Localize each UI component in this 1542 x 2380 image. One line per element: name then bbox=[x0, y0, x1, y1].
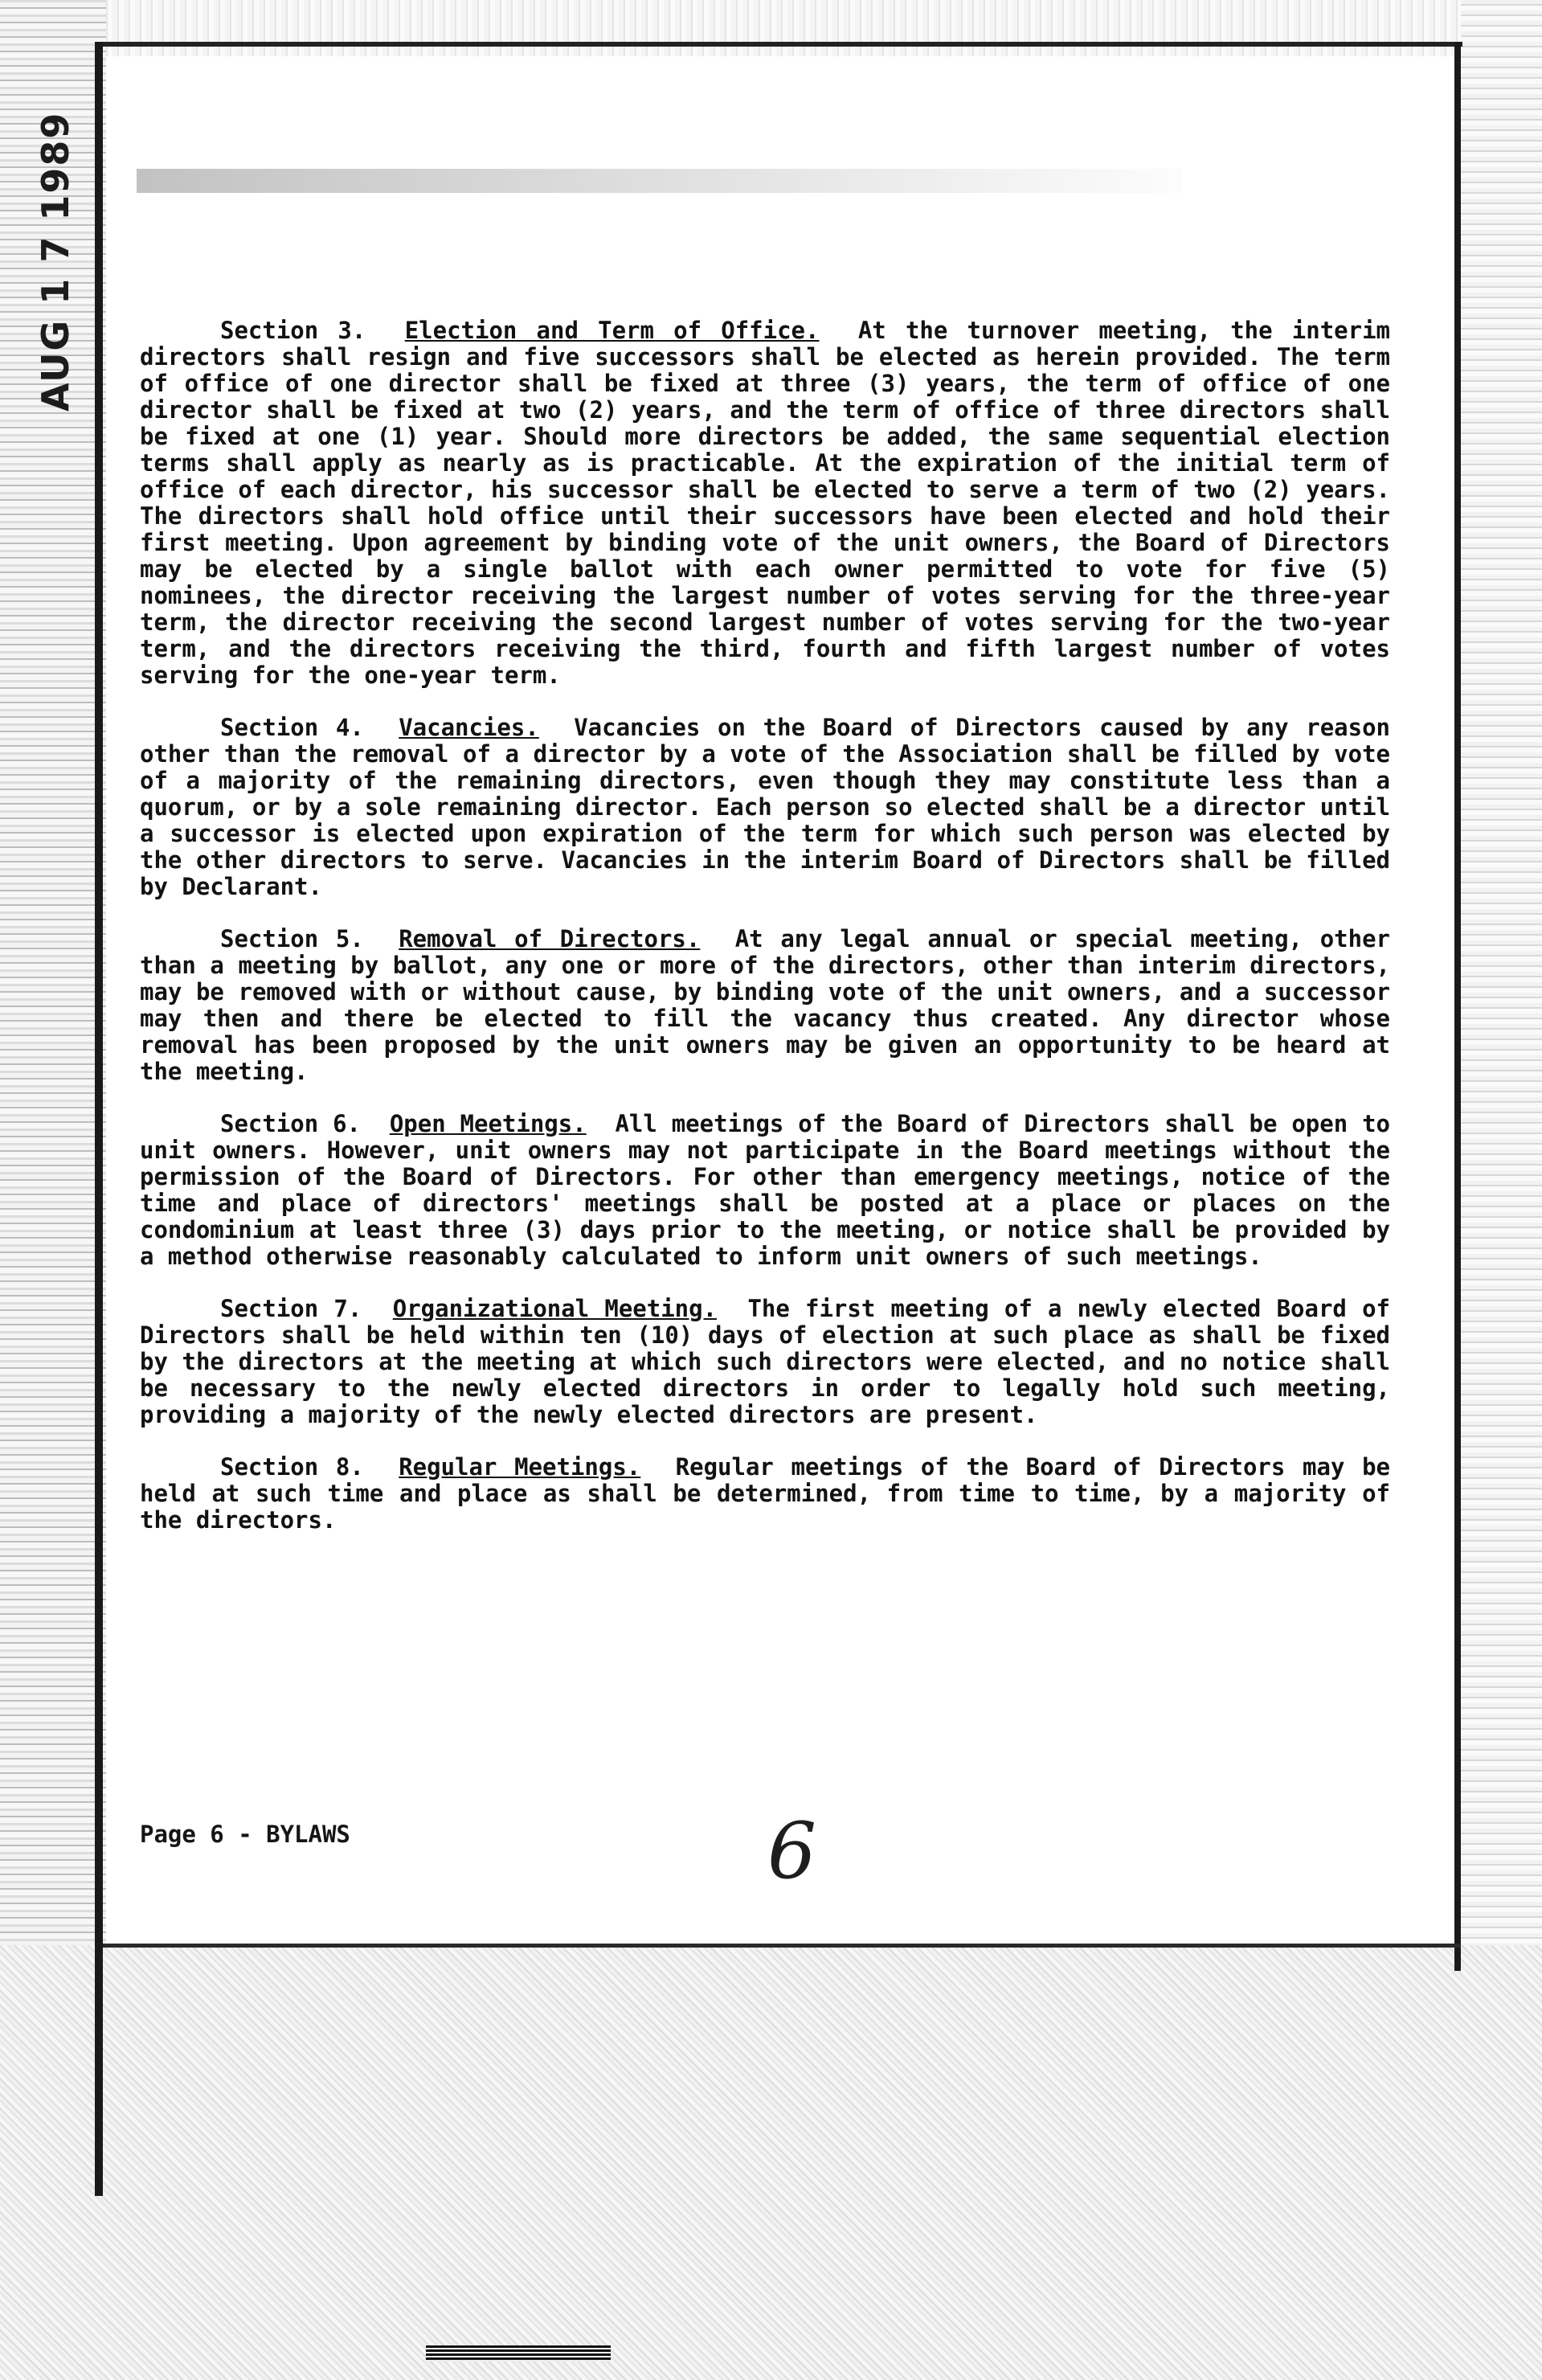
section-body: At any legal annual or special meeting, other than a meeting by ballot, any one or more of the directors, other than interim directors, may be removed with or without cause, by binding vote of the unit owners, and a successor may then and there be elected to fill the vacancy thus created. Any director whose removal has been proposed by the unit owners may be given an opportunity to be heard at the meeting. bbox=[140, 925, 1390, 1085]
page-footer-label: Page 6 - BYLAWS bbox=[140, 1821, 350, 1848]
section-number: Section 5. bbox=[220, 925, 364, 952]
section-body: The first meeting of a newly elected Board of Directors shall be held within ten (10) days of election at such place as shall be fixed by the directors at the meeting at which such directors were elected, and no notice shall be necessary to the newly elected directors in order to legally hold such meeting, providing a majority of the newly elected directors are present. bbox=[140, 1295, 1390, 1428]
scan-border-top bbox=[96, 42, 1462, 47]
section-body: All meetings of the Board of Directors shall be open to unit owners. However, unit owners may not participate in the Board meetings without the permission of the Board of Directors. For other than emergency meetings, notice of the time and place of directors' meetings shall be posted at a place or places on the condominium at least three (3) days prior to the meeting, or notice shall be provided by a method otherwise reasonably calculated to inform unit owners of such meetings. bbox=[140, 1110, 1390, 1270]
scan-bottom-edge bbox=[0, 1945, 1542, 2380]
section-7-paragraph bbox=[140, 1296, 1390, 1428]
section-4-paragraph bbox=[140, 715, 1390, 900]
handwritten-page-number: 6 bbox=[767, 1806, 817, 1896]
section-heading: Election and Term of Office. bbox=[404, 317, 820, 344]
section-5-paragraph bbox=[140, 926, 1390, 1085]
bylaws-page-body bbox=[140, 317, 1390, 1559]
scan-border-right bbox=[1454, 42, 1461, 1971]
section-3-paragraph bbox=[140, 317, 1390, 689]
scan-shadow bbox=[137, 169, 1181, 193]
section-heading: Removal of Directors. bbox=[399, 925, 701, 952]
section-number: Section 3. bbox=[220, 317, 366, 344]
received-date-stamp bbox=[34, 331, 114, 412]
section-number: Section 7. bbox=[220, 1295, 362, 1322]
section-body: Vacancies on the Board of Directors caused by any reason other than the removal of a director by a vote of the Association shall be filled by vote of a majority of the remaining directors, even though they may constitute less than a quorum, or by a sole remaining director. Each person so elected shall be a director until a successor is elected upon expiration of the term for which such person was elected by the other directors to serve. Vacancies in the interim Board of Directors shall be filled by Declarant. bbox=[140, 714, 1391, 900]
section-body: At the turnover meeting, the interim directors shall resign and five successors shall be elected as herein provided. The term of office of one director shall be fixed at three (3) years, the term of office of one director shall be fixed at two (2) years, and the term of office of three directors shall be fixed at one (1) year. Should more directors be added, the same sequential election terms shall apply as nearly as is practicable. At the expiration of the initial term of office of each director, his successor shall be elected to serve a term of two (2) years. The directors shall hold office until their successors have been elected and hold their first meeting. Upon agreement by binding vote of the unit owners, the Board of Directors may be elected by a single ballot with each owner permitted to vote for five (5) nominees, the director receiving the largest number of votes serving for the three-year term, the director receiving the second largest number of votes serving for the two-year term, and the directors receiving the third, fourth and fifth largest number of votes serving for the one-year term. bbox=[140, 317, 1391, 689]
section-heading: Organizational Meeting. bbox=[392, 1295, 718, 1322]
scan-foot-mark bbox=[426, 2345, 611, 2362]
section-number: Section 6. bbox=[220, 1110, 362, 1137]
section-number: Section 4. bbox=[220, 714, 364, 741]
section-number: Section 8. bbox=[220, 1453, 364, 1481]
section-heading: Regular Meetings. bbox=[399, 1453, 641, 1481]
scan-border-bottom bbox=[103, 1944, 1461, 1948]
section-6-paragraph bbox=[140, 1111, 1390, 1270]
scan-top-edge bbox=[0, 0, 1542, 56]
section-body: Regular meetings of the Board of Directors may be held at such time and place as shall be determined, from time to time, by a majority of the directors. bbox=[140, 1453, 1391, 1534]
section-8-paragraph bbox=[140, 1454, 1390, 1534]
section-heading: Open Meetings. bbox=[389, 1110, 587, 1137]
section-heading: Vacancies. bbox=[399, 714, 539, 741]
